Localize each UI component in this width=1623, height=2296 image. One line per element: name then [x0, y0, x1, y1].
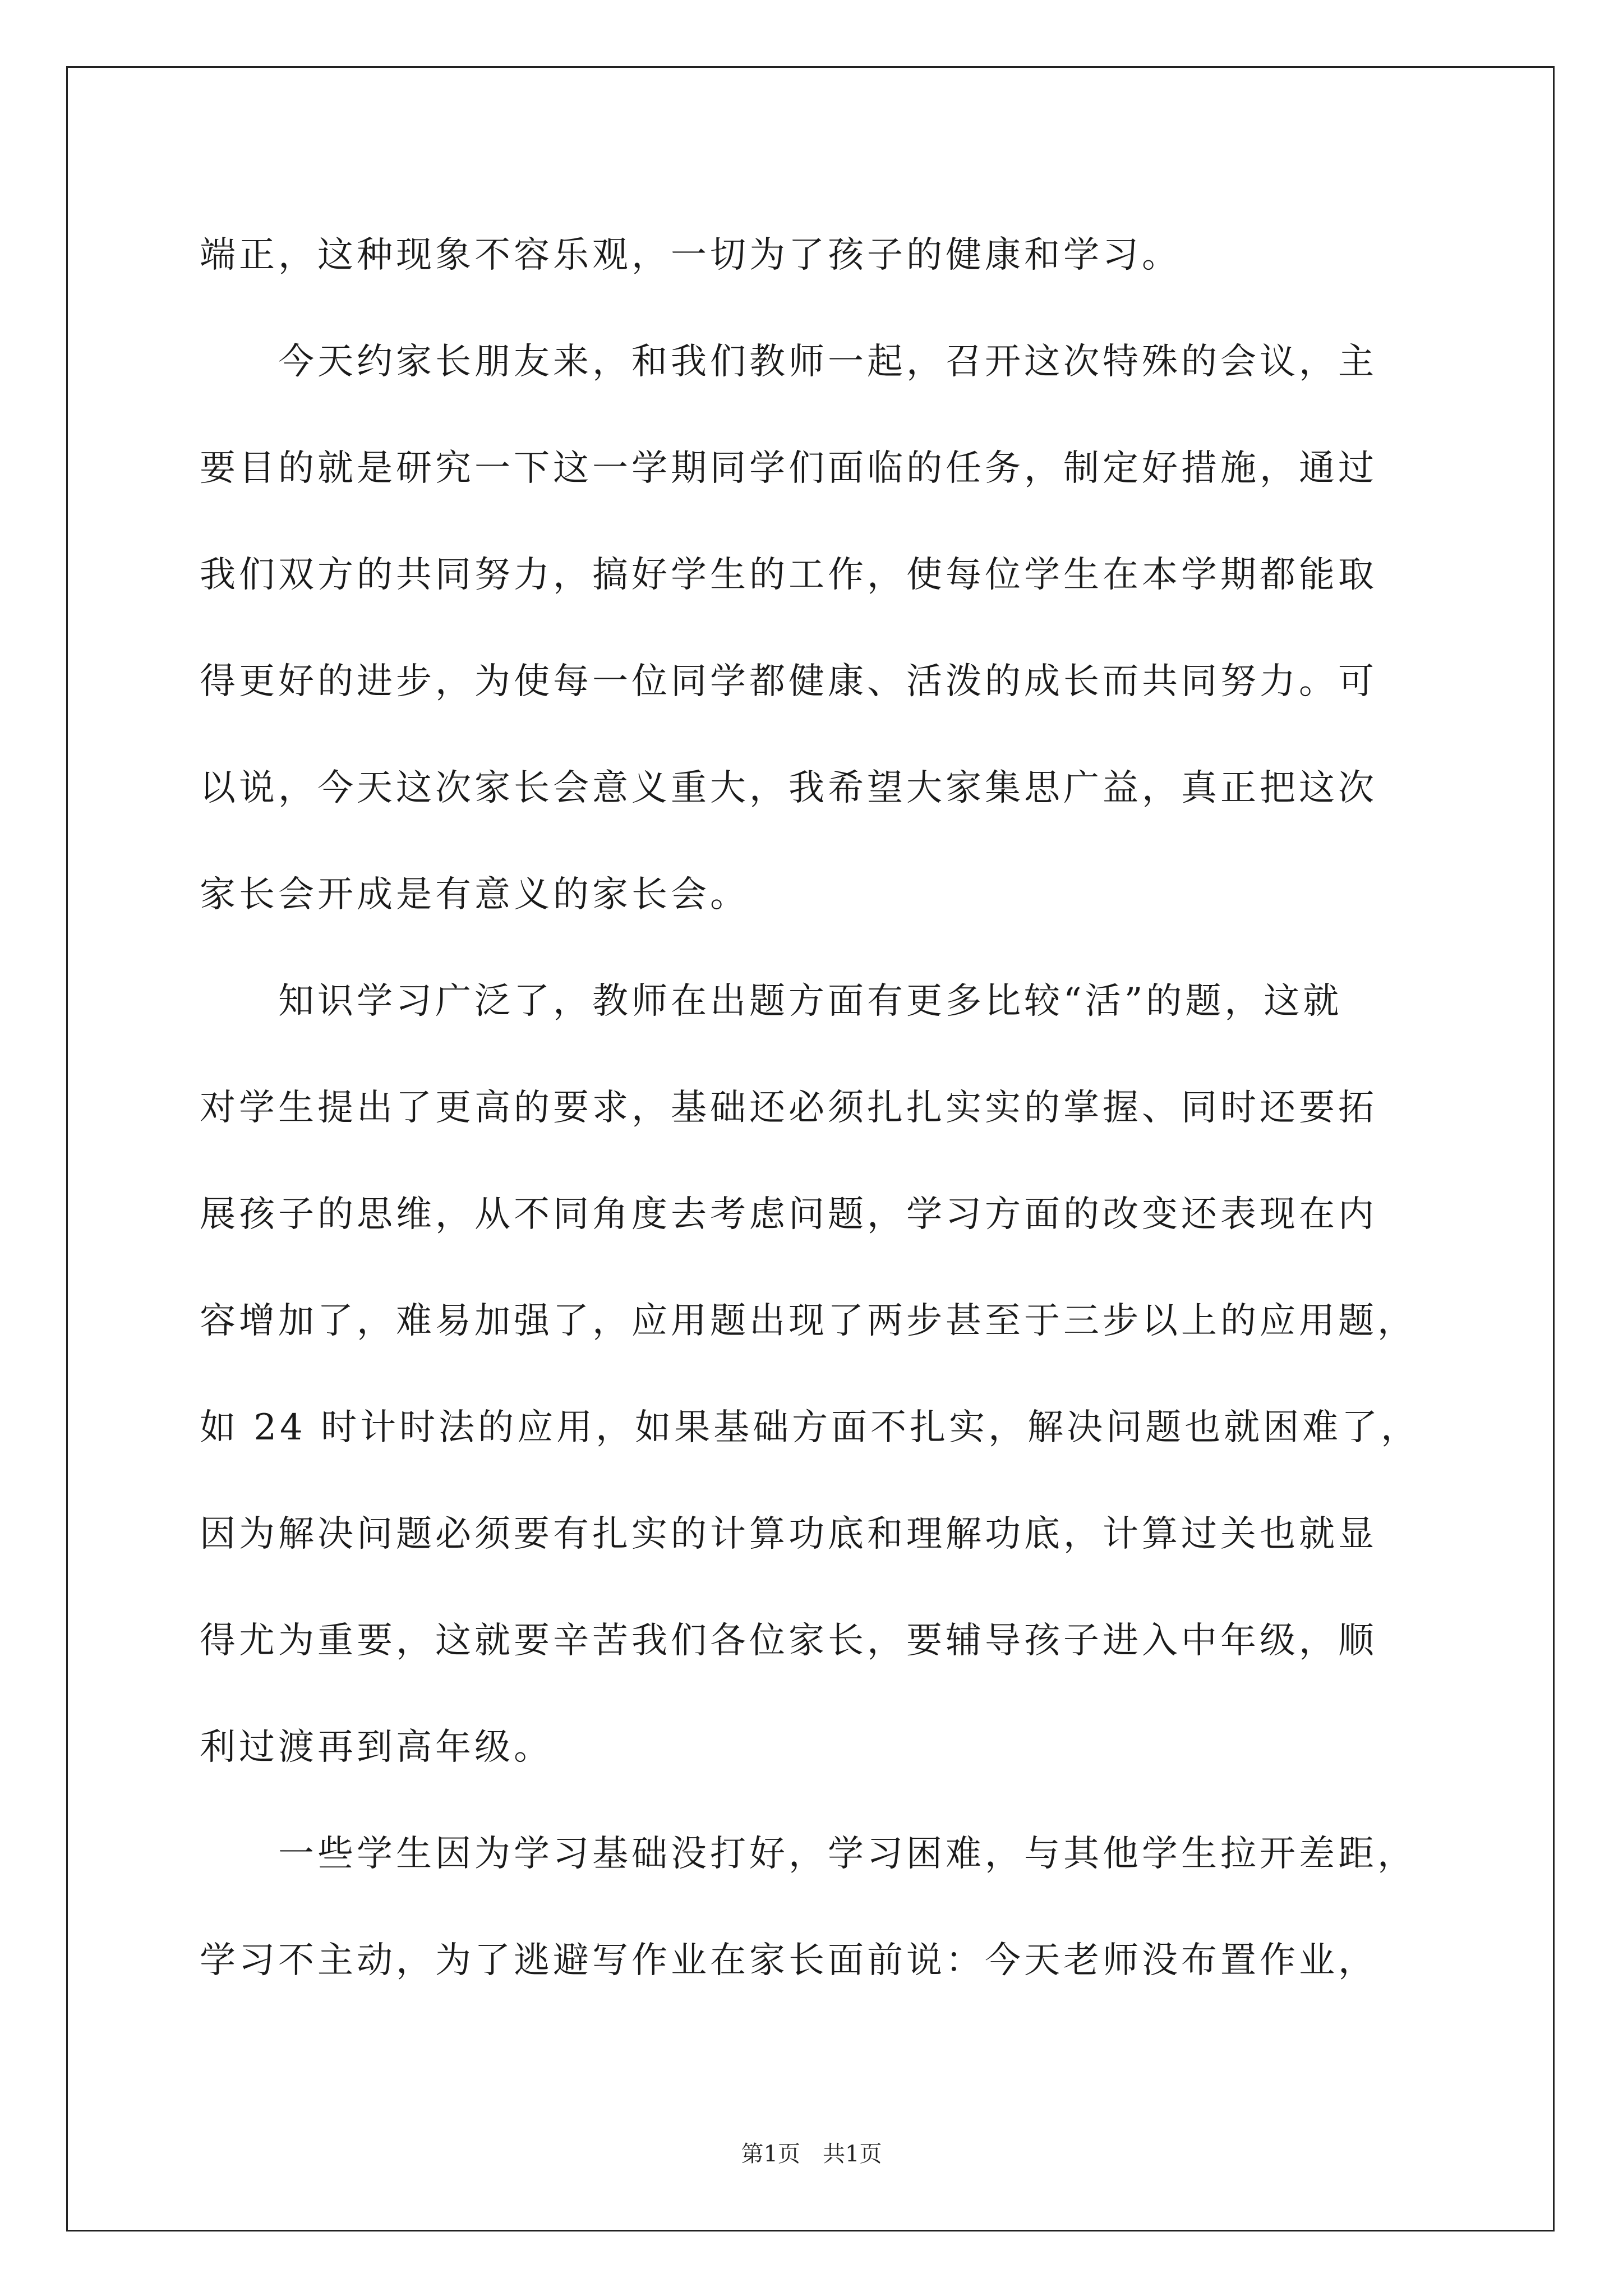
text-line: 得更好的进步，为使每一位同学都健康、活泼的成长而共同努力。可 [200, 661, 1377, 702]
text-line: 得尤为重要，这就要辛苦我们各位家长，要辅导孩子进入中年级，顺 [200, 1620, 1377, 1662]
document-body [200, 202, 1445, 2014]
text-line: 端正，这种现象不容乐观，一切为了孩子的健康和学习。 [200, 234, 1181, 276]
text-line: 容增加了，难易加强了，应用题出现了两步甚至于三步以上的应用题， [200, 1300, 1417, 1342]
text-line: 学习不主动，为了逃避写作业在家长面前说：今天老师没布置作业， [200, 1940, 1377, 1981]
text-line: 今天约家长朋友来，和我们教师一起，召开这次特殊的会议，主 [200, 341, 1377, 383]
text-line: 因为解决问题必须要有扎实的计算功底和理解功底，计算过关也就显 [200, 1513, 1377, 1555]
text-line: 要目的就是研究一下这一学期同学们面临的任务，制定好措施，通过 [200, 448, 1377, 489]
text-line: 展孩子的思维，从不同角度去考虑问题，学习方面的改变还表现在内 [200, 1194, 1377, 1235]
text-line: 以说，今天这次家长会意义重大，我希望大家集思广益，真正把这次 [200, 767, 1377, 809]
text-line: 如 24 时计时法的应用，如果基础方面不扎实，解决问题也就困难了， [200, 1407, 1421, 1448]
page-footer: 第1页 共1页 [741, 2141, 882, 2167]
text-line: 家长会开成是有意义的家长会。 [200, 874, 749, 915]
text-line: 知识学习广泛了，教师在出题方面有更多比较“活”的题，这就 [200, 981, 1343, 1022]
text-line: 我们双方的共同努力，搞好学生的工作，使每位学生在本学期都能取 [200, 554, 1377, 596]
text-line: 对学生提出了更高的要求，基础还必须扎扎实实的掌握、同时还要拓 [200, 1087, 1377, 1129]
text-line: 利过渡再到高年级。 [200, 1727, 553, 1768]
text-line: 一些学生因为学习基础没打好，学习困难，与其他学生拉开差距， [200, 1833, 1417, 1875]
